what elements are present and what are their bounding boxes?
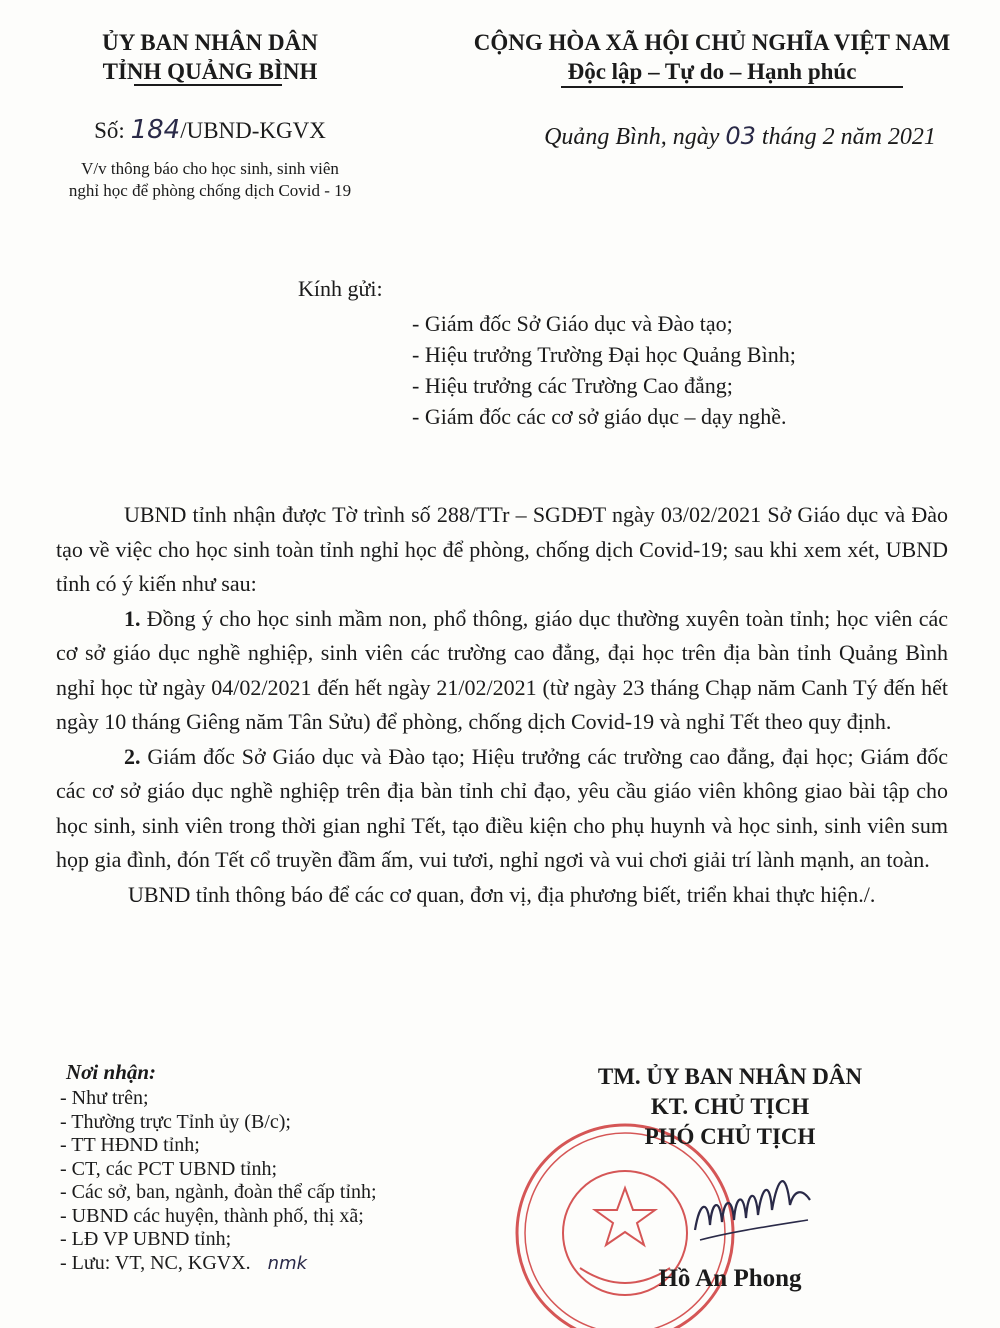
- date-day-handwritten: 03: [725, 122, 756, 150]
- recipients-list: [60, 1087, 377, 1275]
- motto-underline: [561, 86, 903, 88]
- subject-line2: nghỉ học để phòng chống dịch Covid - 19: [68, 181, 352, 200]
- national-motto: Độc lập – Tự do – Hạnh phúc: [567, 59, 857, 84]
- issuer-block: [60, 28, 360, 86]
- closing-paragraph: UBND tỉnh thông báo để các cơ quan, đơn vị, địa phương biết, triển khai thực hiện./.: [128, 881, 876, 907]
- recipient-item: - Thường trực Tỉnh ủy (B/c);: [60, 1110, 291, 1133]
- recipients-label: Nơi nhận:: [66, 1060, 157, 1084]
- addressee-item: - Giám đốc Sở Giáo dục và Đào tạo;: [412, 311, 733, 336]
- paragraph-1-number: 1.: [124, 605, 141, 631]
- signature-block: [560, 1062, 900, 1152]
- doc-no-handwritten: 184: [130, 115, 181, 145]
- signature-line2: KT. CHỦ TỊCH: [650, 1094, 810, 1119]
- recipient-item: - Các sở, ban, ngành, đoàn thể cấp tỉnh;: [60, 1181, 377, 1203]
- signer-name: Hồ An Phong: [658, 1265, 802, 1292]
- addressee-item: - Hiệu trưởng Trường Đại học Quảng Bình;: [412, 342, 796, 367]
- national-title: CỘNG HÒA XÃ HỘI CHỦ NGHĨA VIỆT NAM: [473, 30, 951, 55]
- date-prefix: Quảng Bình, ngày: [544, 124, 720, 150]
- addressee-list: [412, 308, 796, 432]
- addressee-item: - Hiệu trưởng các Trường Cao đẳng;: [412, 373, 733, 398]
- subject-line1: V/v thông báo cho học sinh, sinh viên: [81, 159, 339, 178]
- recipient-item: - TT HĐND tỉnh;: [60, 1134, 200, 1156]
- signature-line3: PHÓ CHỦ TỊCH: [644, 1124, 816, 1149]
- recipient-item: - CT, các PCT UBND tỉnh;: [60, 1157, 278, 1180]
- paragraph-2-number: 2.: [124, 743, 141, 769]
- doc-no-suffix: /UBND-KGVX: [180, 118, 326, 143]
- document-number: [60, 115, 360, 145]
- intro-paragraph: UBND tỉnh nhận được Tờ trình số 288/TTr – SGDĐT ngày 03/02/2021 Sở Giáo dục và Đào tạo về việc cho học sinh toàn tỉnh nghỉ học để phòng, chống dịch Covid-19; sau khi xem xét, UBND tỉnh có ý kiến như sau:: [56, 502, 948, 596]
- signature-line1: TM. ỦY BAN NHÂN DÂN: [597, 1064, 863, 1089]
- paragraph-2-text: Giám đốc Sở Giáo dục và Đào tạo; Hiệu trưởng các trường cao đẳng, đại học; Giám đốc các cơ sở giáo dục nghề nghiệp trên địa bàn tỉnh chỉ đạo, yêu cầu giáo viên không giao bài tập cho học sinh, sinh viên trong thời gian nghỉ Tết, tạo điều kiện cho phụ huynh và học sinh, sinh viên sum họp gia đình, đón Tết cổ truyền đầm ấm, vui tươi, nghỉ ngơi và vui chơi giải trí lành mạnh, an toàn.: [56, 743, 949, 872]
- addressee-label: Kính gửi:: [298, 276, 383, 301]
- issuer-line1: ỦY BAN NHÂN DÂN: [102, 30, 318, 55]
- issuer-underline: [134, 84, 282, 86]
- paragraph-2: [56, 740, 948, 878]
- paragraph-1: [56, 602, 948, 740]
- recipient-archive: - Lưu: VT, NC, KGVX.: [60, 1251, 251, 1274]
- paragraph-1-text: Đồng ý cho học sinh mầm non, phổ thông, giáo dục thường xuyên toàn tỉnh; học viên các cơ sở giáo dục nghề nghiệp, sinh viên các trường cao đẳng, đại học trên địa bàn tỉnh Quảng Bình nghỉ học từ ngày 04/02/2021 đến hết ngày 21/02/2021 (từ ngày 23 tháng Chạp năm Canh Tý đến hết ngày 10 tháng Giêng năm Tân Sửu) để phòng, chống dịch Covid-19 và nghỉ Tết theo quy định.: [56, 605, 949, 734]
- recipient-item: - Như trên;: [60, 1087, 149, 1109]
- date-line: [480, 122, 1000, 151]
- date-suffix: tháng 2 năm 2021: [761, 124, 936, 150]
- initials-handwritten: nmk: [267, 1252, 308, 1274]
- handwritten-signature-icon: [690, 1160, 820, 1250]
- recipient-item: - LĐ VP UBND tỉnh;: [60, 1228, 232, 1250]
- national-title-block: [432, 28, 992, 86]
- document-body: [56, 498, 948, 912]
- recipient-item: [60, 1252, 377, 1276]
- subject-block: [40, 158, 380, 202]
- recipient-item: - UBND các huyện, thành phố, thị xã;: [60, 1204, 364, 1227]
- doc-no-prefix: Số:: [94, 118, 125, 143]
- issuer-line2: TỈNH QUẢNG BÌNH: [102, 59, 318, 84]
- addressee-item: - Giám đốc các cơ sở giáo dục – dạy nghề.: [412, 404, 787, 429]
